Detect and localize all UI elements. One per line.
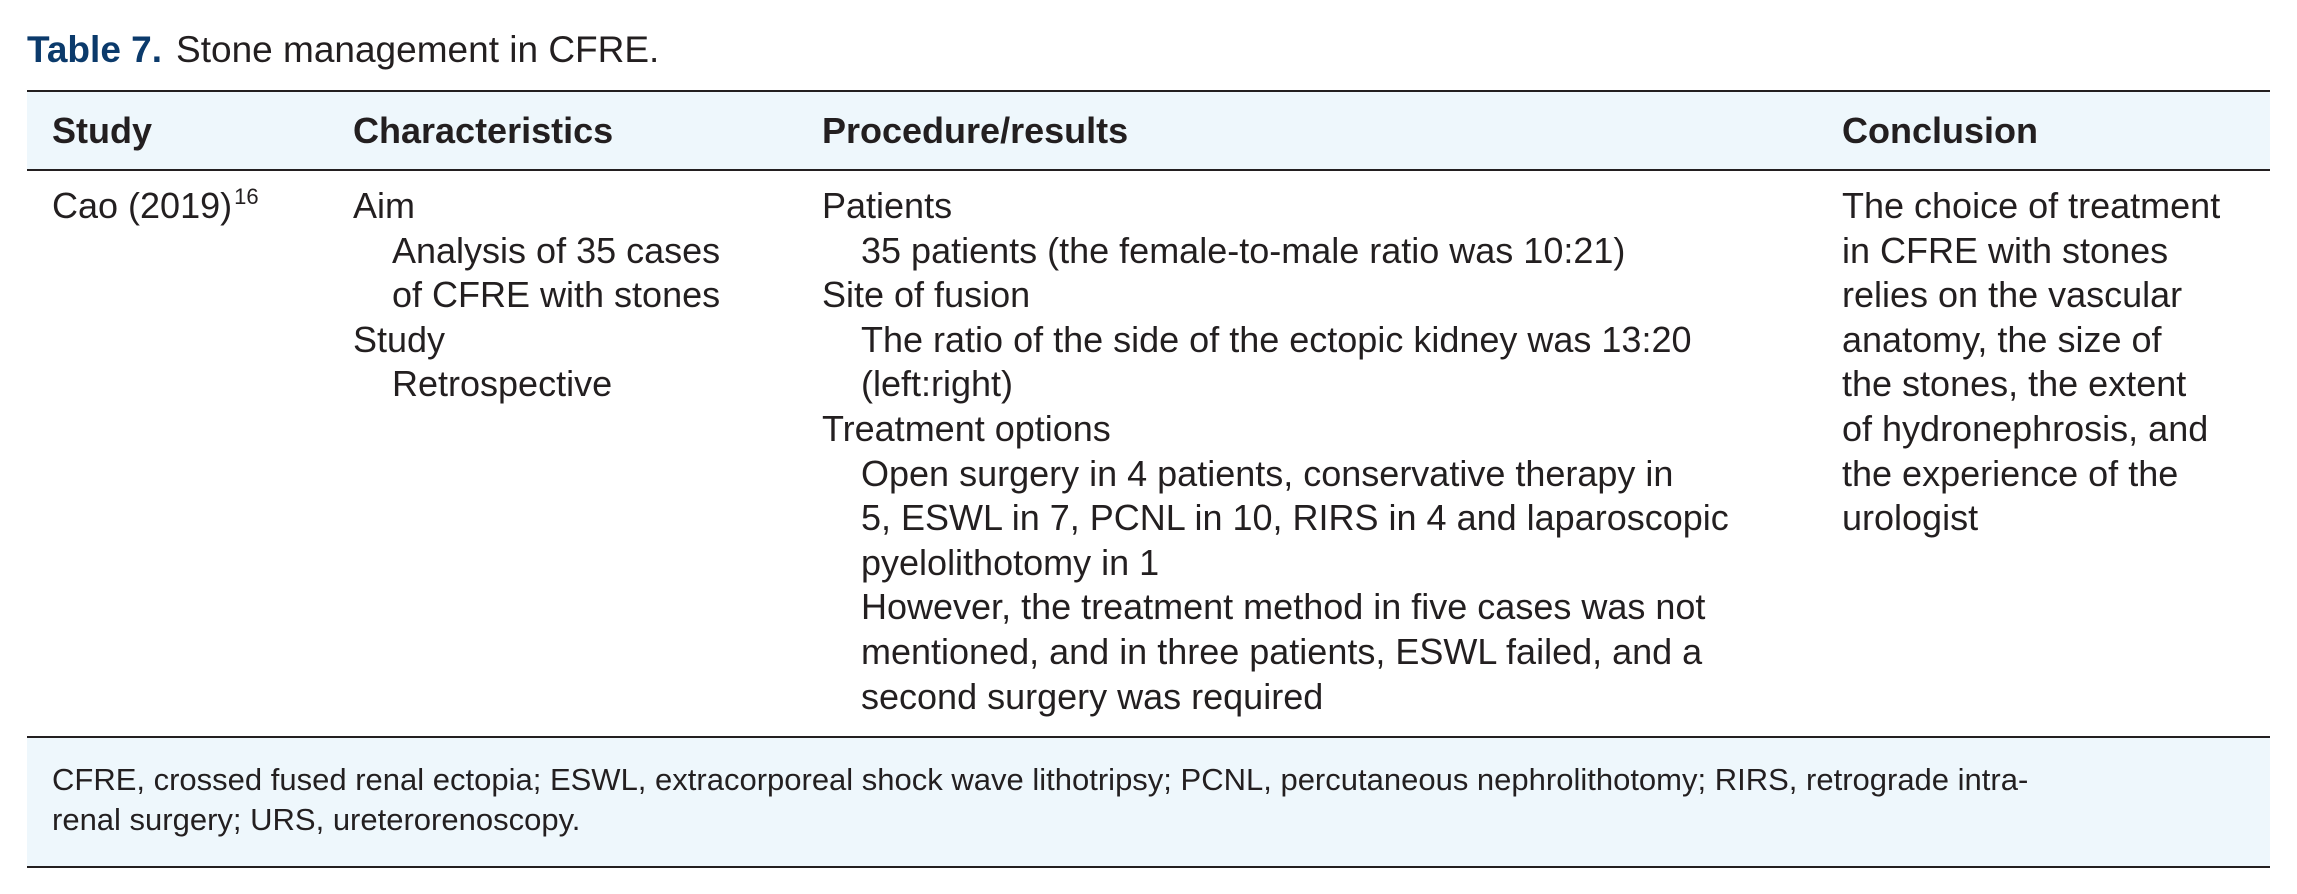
cell-detail-line: of CFRE with stones: [392, 274, 721, 316]
cell-heading-line: Treatment options: [822, 407, 1111, 449]
footnote-line: CFRE, crossed fused renal ectopia; ESWL, extracorporeal shock wave lithotripsy; PCNL, percutaneous nephrolithotomy; RIRS, retrograde intra-: [52, 762, 2029, 797]
cell-conclusion: [1842, 184, 2220, 541]
footnote-line: renal surgery; URS, ureterorenoscopy.: [52, 802, 581, 837]
cell-heading-line: Patients: [822, 185, 953, 226]
table-bottom-rule: [27, 866, 2270, 868]
cell-detail-line: However, the treatment method in five cases was not: [861, 586, 1706, 628]
column-header-characteristics: Characteristics: [353, 110, 614, 151]
table-header-rule: [27, 169, 2270, 171]
cell-text-line: relies on the vascular: [1842, 274, 2183, 316]
cell-detail-line: Analysis of 35 cases: [392, 229, 721, 271]
column-header-conclusion: Conclusion: [1842, 110, 2038, 151]
table-label: Table 7.: [27, 29, 163, 70]
cell-text-line: anatomy, the size of: [1842, 318, 2162, 360]
study-reference: 16: [234, 184, 259, 209]
study-name: Cao (2019): [52, 185, 233, 226]
cell-study: [52, 184, 259, 229]
cell-detail-line: Open surgery in 4 patients, conservative therapy in: [861, 452, 1674, 494]
cell-text-line: of hydronephrosis, and: [1842, 407, 2209, 449]
cell-detail-line: Retrospective: [392, 363, 613, 405]
cell-detail-line: The ratio of the side of the ectopic kidney was 13:20: [861, 318, 1692, 360]
column-header-procedure-results: Procedure/results: [822, 110, 1129, 151]
cell-detail-line: 5, ESWL in 7, PCNL in 10, RIRS in 4 and laparoscopic: [861, 497, 1729, 539]
cell-characteristics: [353, 184, 720, 407]
cell-detail-line: 35 patients (the female-to-male ratio was 10:21): [861, 229, 1626, 271]
cell-heading-line: Site of fusion: [822, 274, 1031, 316]
cell-procedure-results: [822, 184, 1729, 719]
cell-detail-line: (left:right): [861, 363, 1014, 405]
cell-detail-line: pyelolithotomy in 1: [861, 541, 1160, 583]
column-header-study: Study: [52, 110, 153, 151]
table-title: Stone management in CFRE.: [176, 29, 660, 70]
table-caption: [27, 24, 659, 76]
cell-text-line: urologist: [1842, 497, 1979, 539]
cell-heading-line: Study: [353, 318, 446, 360]
cell-detail-line: second surgery was required: [861, 675, 1324, 717]
table-footnote: [52, 760, 2252, 840]
cell-text-line: in CFRE with stones: [1842, 229, 2169, 271]
cell-text-line: the experience of the: [1842, 452, 2179, 494]
table-top-rule: [27, 90, 2270, 92]
cell-text-line: the stones, the extent: [1842, 363, 2187, 405]
cell-text-line: The choice of treatment: [1842, 185, 2221, 226]
cell-heading-line: Aim: [353, 185, 415, 226]
cell-detail-line: mentioned, and in three patients, ESWL failed, and a: [861, 630, 1703, 672]
